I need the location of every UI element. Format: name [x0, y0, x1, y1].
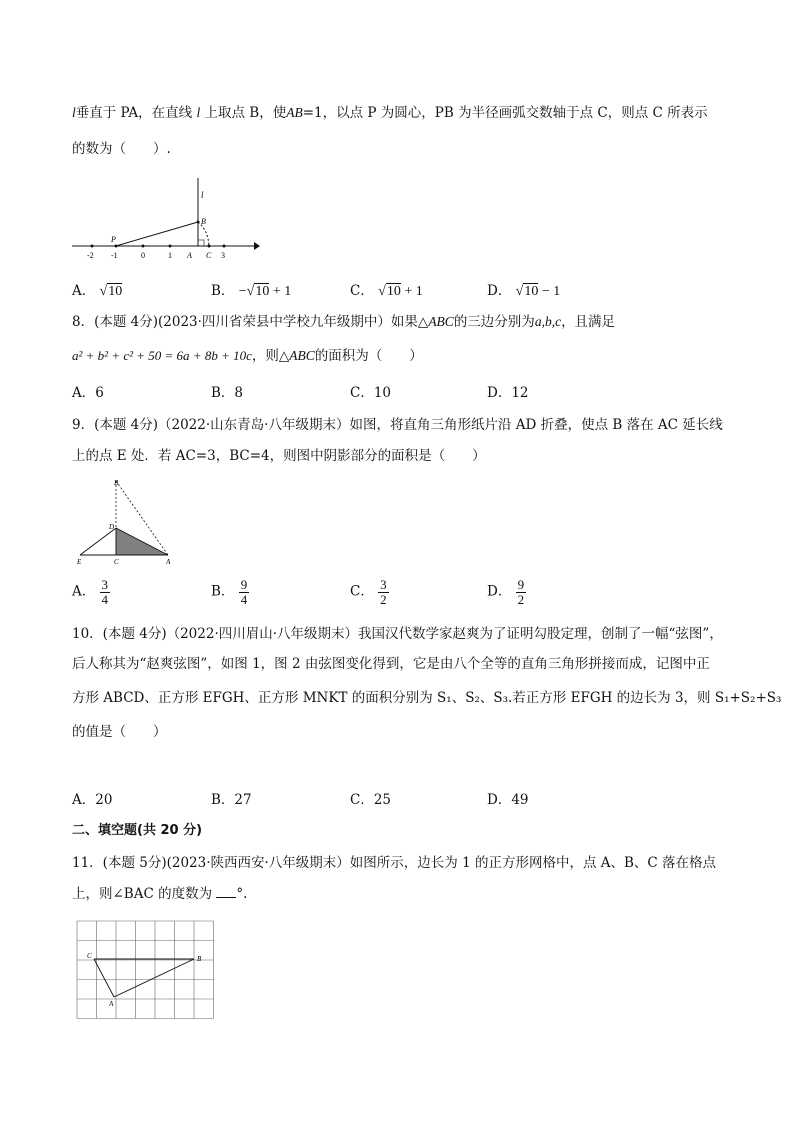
q9-option-b: B． $\frac{9}{4}$: [211, 577, 248, 607]
q9-option-d: D． $\frac{9}{2}$: [487, 577, 525, 607]
option-fraction: $\frac{9}{2}$: [517, 577, 525, 607]
option-fraction: $\frac{3}{4}$: [101, 577, 109, 607]
tick-label: -2: [87, 251, 94, 260]
option-fraction: $\frac{3}{2}$: [380, 577, 387, 607]
tick-label: 1: [168, 251, 172, 260]
tick-label: 3: [221, 251, 225, 260]
q7-option-d: D． √10 − 1: [487, 283, 561, 299]
q8-equation: a² + b² + c² + 50 = 6a + 8b + 10c: [72, 348, 252, 363]
tick-label: -1: [111, 251, 118, 260]
q10-line3: 方形 ABCD、正方形 EFGH、正方形 MNKT 的面积分别为 S₁、S₂、S₃.若正方形 EFGH 的边长为 3，则 S₁+S₂+S₃: [72, 690, 782, 706]
q8-option-a: A．6: [72, 385, 104, 401]
q8-option-c: C．10: [350, 385, 392, 401]
q10-line2: 后人称其为“赵爽弦图”，如图 1，图 2 由弦图变化得到，它是由八个全等的直角三角形拼接而成，记图中正: [72, 656, 710, 672]
q9-fold-triangle-figure: [74, 476, 178, 568]
q7-option-a: A． √10: [72, 283, 123, 299]
label-D: D: [109, 523, 115, 531]
q10-option-a: A．20: [72, 792, 113, 808]
q10-line4: 的值是（ ）: [72, 724, 167, 740]
label-C: C: [114, 558, 119, 566]
q10-option-d: D．49: [487, 792, 529, 808]
option-value: √10 − 1: [515, 284, 561, 299]
label-B: B: [201, 217, 206, 226]
q9-line1: 9．(本题 4分)（2022·山东青岛·八年级期末）如图，将直角三角形纸片沿 AD 折叠，使点 B 落在 AC 延长线: [72, 417, 723, 433]
label-P: P: [111, 235, 116, 244]
label-B: B: [197, 955, 202, 963]
label-C: C: [206, 251, 212, 260]
label-C: C: [87, 952, 92, 960]
q8-equation-line: a² + b² + c² + 50 = 6a + 8b + 10c，则△ABC的面积为（ ）: [72, 348, 423, 364]
option-value: √10: [99, 284, 123, 299]
q7-option-b: B． −√10 + 1: [211, 283, 292, 299]
label-A: A: [166, 558, 171, 566]
tick-label: 0: [141, 251, 145, 260]
answer-blank[interactable]: [216, 887, 236, 898]
label-l: l: [201, 190, 204, 200]
q7-line2: 的数为（ ）.: [72, 141, 171, 157]
label-A: A: [109, 1000, 114, 1008]
q9-option-a: A． $\frac{3}{4}$: [72, 577, 109, 607]
option-value: −√10 + 1: [238, 284, 292, 299]
q7-line1: l垂直于 PA，在直线 l 上取点 B，使AB=1，以点 P 为圆心，PB 为半径画弧交数轴于点 C，则点 C 所表示: [72, 105, 708, 121]
q9-option-c: C． $\frac{3}{2}$: [350, 577, 387, 607]
option-fraction: $\frac{9}{4}$: [240, 577, 248, 607]
q7-option-c: C． √10 + 1: [350, 283, 423, 299]
label-B: B: [114, 479, 119, 487]
q8-option-b: B．8: [211, 385, 244, 401]
q10-option-b: B．27: [211, 792, 252, 808]
q7-number-line-figure: [70, 170, 260, 262]
label-E: E: [77, 558, 82, 566]
q11-line1: 11．(本题 5分)(2023·陕西西安·八年级期末）如图所示，边长为 1 的正方形网格中，点 A、B、C 落在格点: [72, 855, 717, 871]
q9-line2: 上的点 E 处．若 AC=3，BC=4，则图中阴影部分的面积是（ ）: [72, 448, 486, 464]
option-value: √10 + 1: [378, 284, 423, 299]
q11-line2: 上，则∠BAC 的度数为 °.: [72, 886, 248, 902]
section-heading: 二、填空题(共 20 分): [72, 823, 203, 838]
q8-option-d: D．12: [487, 385, 529, 401]
q10-line1: 10．(本题 4分)（2022·四川眉山·八年级期末）我国汉代数学家赵爽为了证明勾股定理，创制了一幅“弦图”，: [72, 626, 723, 642]
label-A: A: [187, 251, 192, 260]
q8-stem: 8．(本题 4分)(2023·四川省荣县中学校九年级期中）如果△ABC的三边分别为a,b,c，且满足: [72, 314, 616, 330]
q11-grid-figure: [76, 917, 216, 1019]
q10-option-c: C．25: [350, 792, 392, 808]
